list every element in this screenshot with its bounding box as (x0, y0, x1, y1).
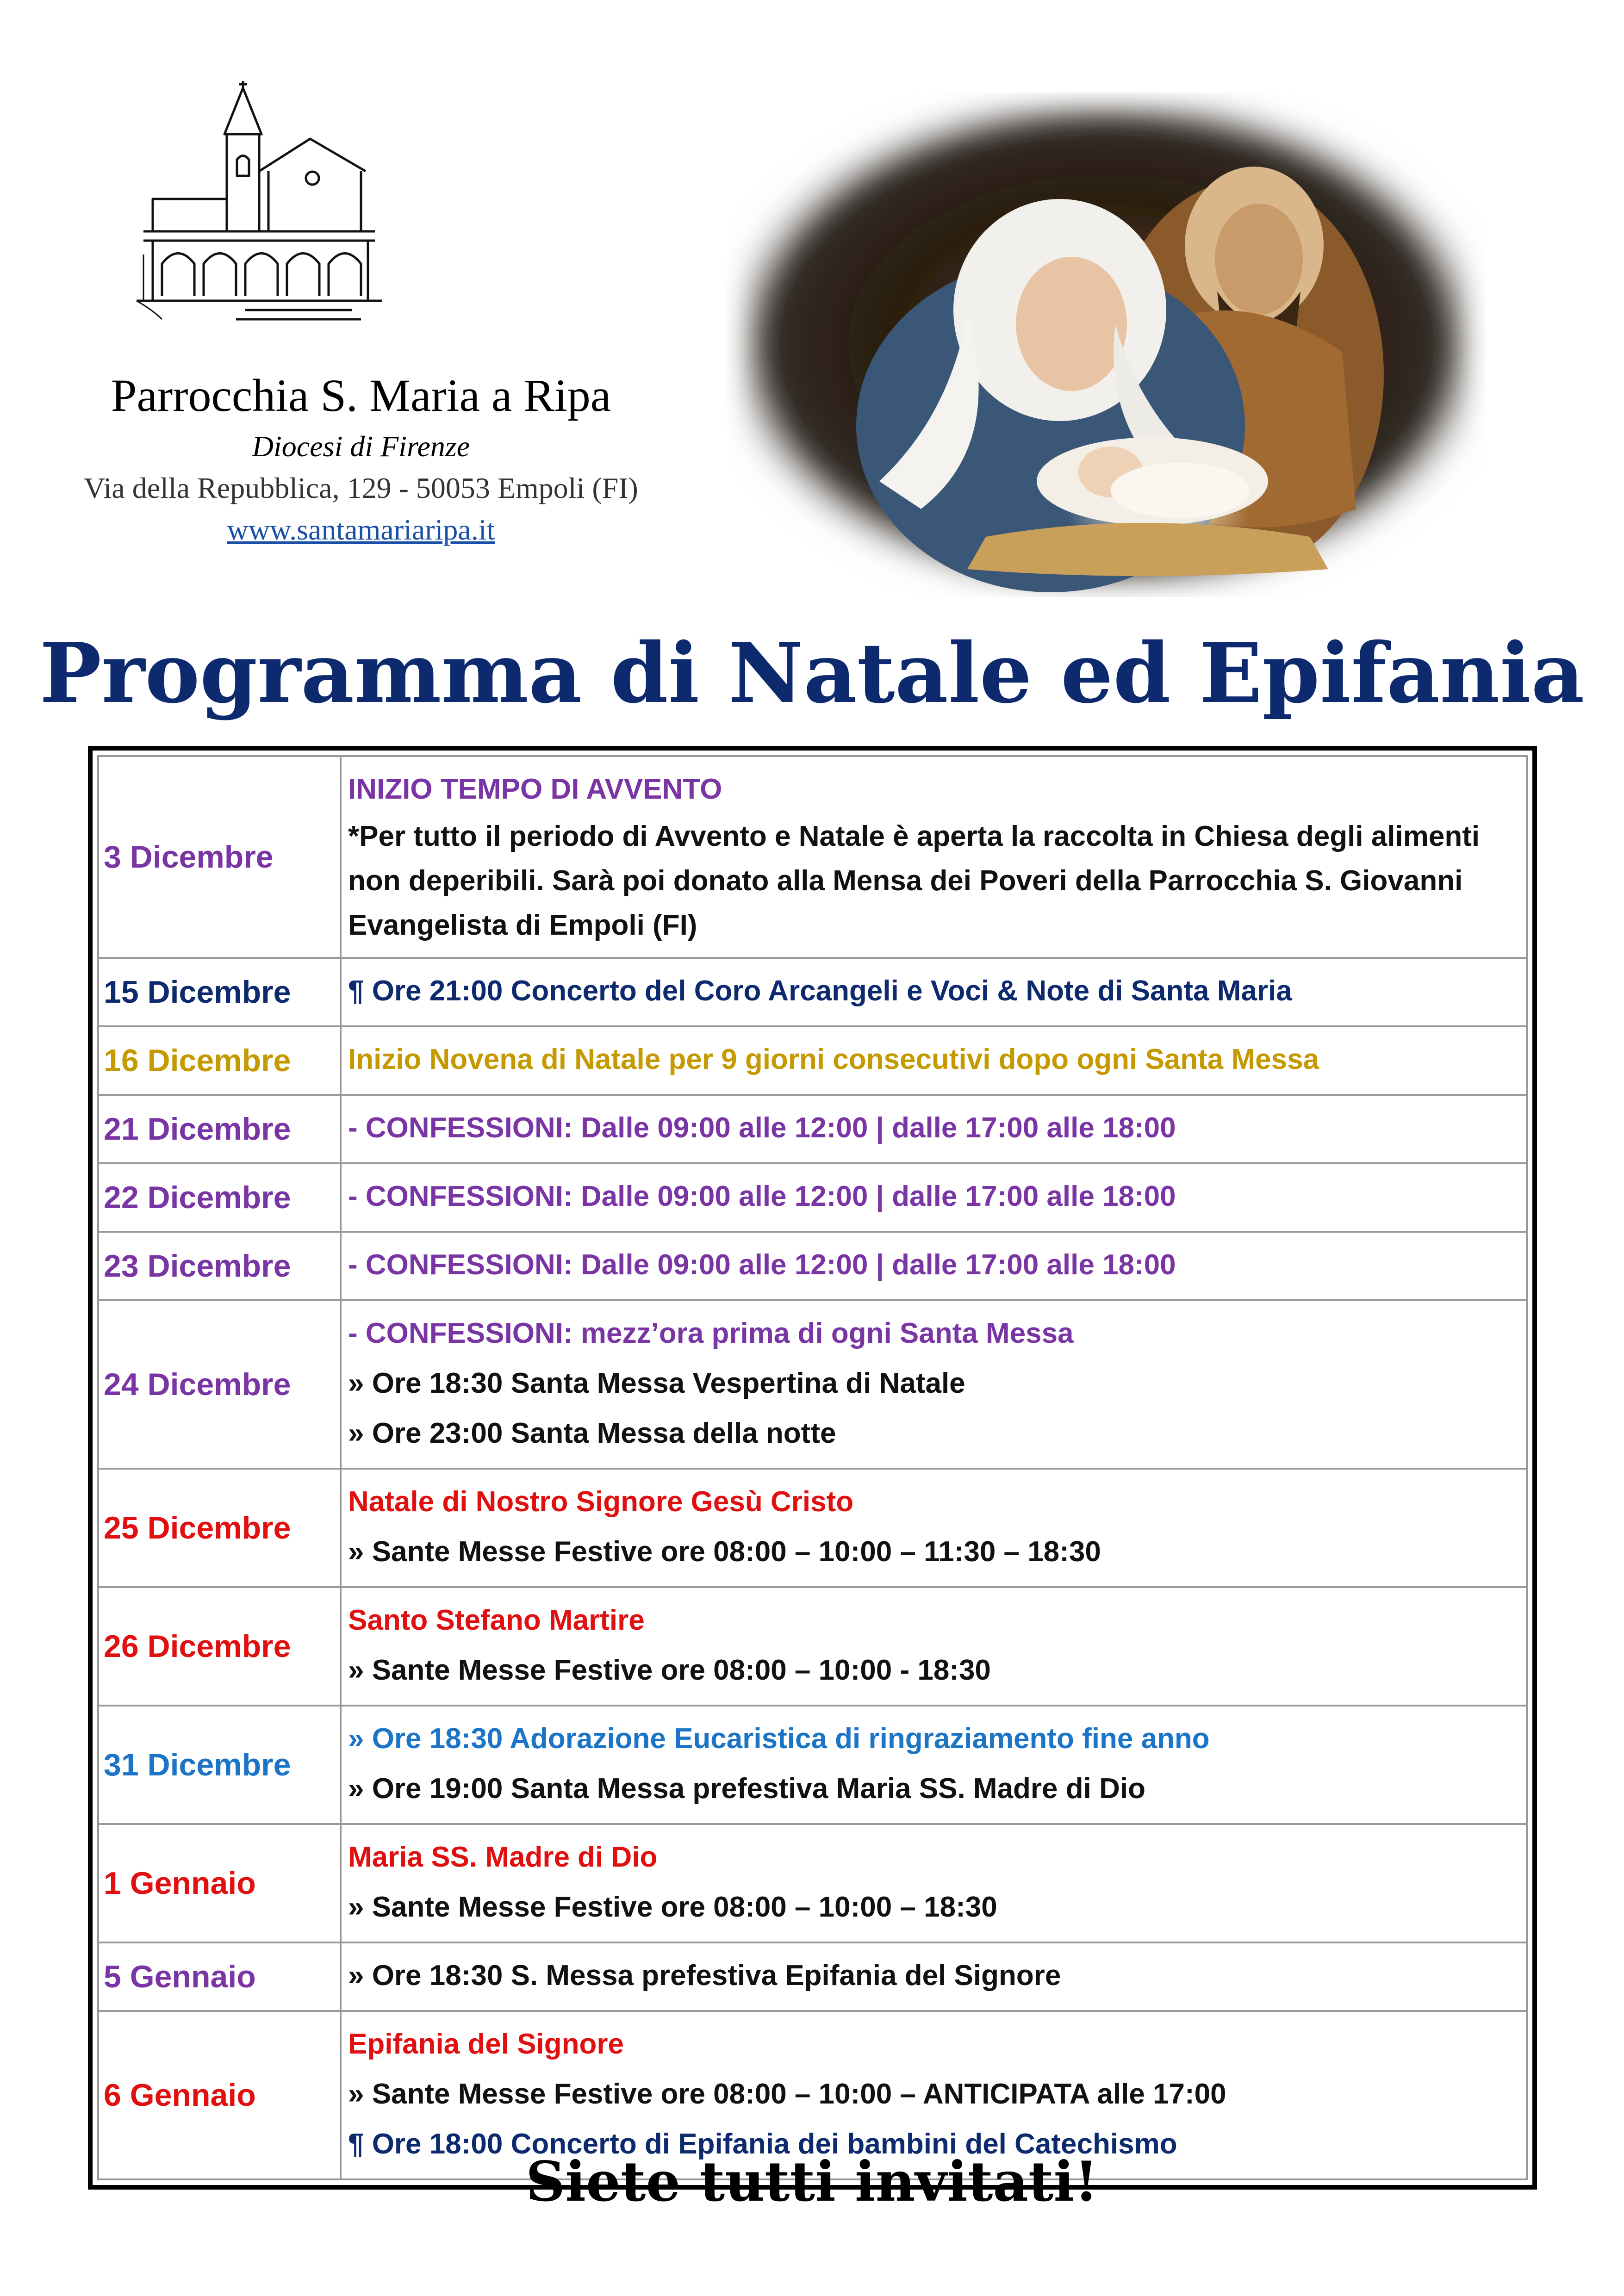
schedule-line: » Ore 18:30 Adorazione Eucaristica di ringraziamento fine anno (348, 1723, 1210, 1755)
schedule-row (98, 1300, 1527, 1469)
schedule-line: INIZIO TEMPO DI AVVENTO (348, 773, 722, 805)
schedule-date: 23 Dicembre (98, 1232, 341, 1300)
schedule-details (341, 1232, 1527, 1300)
schedule-line: *Per tutto il periodo di Avvento e Natale è aperta la raccolta in Chiesa degli alimenti non deperibili. Sarà poi donato alla Mensa dei Poveri della Parrocchia S. Giovanni Evangelista di Empoli (FI) (348, 820, 1480, 941)
schedule-details (341, 1824, 1527, 1942)
schedule-line: Santo Stefano Martire (348, 1604, 645, 1636)
nativity-painting (727, 93, 1486, 597)
website-link[interactable]: www.santamariaripa.it (227, 513, 495, 546)
schedule-details (341, 1587, 1527, 1706)
schedule-date: 5 Gennaio (98, 1942, 341, 2011)
schedule-line: » Ore 18:30 Santa Messa Vespertina di Natale (348, 1367, 965, 1399)
schedule-line: - CONFESSIONI: Dalle 09:00 alle 12:00 | dalle 17:00 alle 18:00 (348, 1180, 1176, 1212)
schedule-date: 15 Dicembre (98, 958, 341, 1026)
schedule-date: 3 Dicembre (98, 756, 341, 958)
schedule-date: 1 Gennaio (98, 1824, 341, 1942)
schedule-date: 22 Dicembre (98, 1163, 341, 1232)
schedule-row (98, 1163, 1527, 1232)
schedule-date: 24 Dicembre (98, 1300, 341, 1469)
parish-info (56, 366, 666, 551)
schedule-date: 25 Dicembre (98, 1469, 341, 1587)
schedule-row (98, 1824, 1527, 1942)
schedule-details (341, 1469, 1527, 1587)
schedule-details (341, 756, 1527, 958)
schedule-line: Maria SS. Madre di Dio (348, 1841, 658, 1873)
schedule-line: ¶ Ore 21:00 Concerto del Coro Arcangeli e Voci & Note di Santa Maria (348, 975, 1292, 1007)
schedule-row (98, 1095, 1527, 1163)
schedule-date: 21 Dicembre (98, 1095, 341, 1163)
schedule-row (98, 1706, 1527, 1824)
schedule-row (98, 756, 1527, 958)
schedule-details (341, 1942, 1527, 2011)
schedule-details (341, 1026, 1527, 1095)
schedule-line: » Sante Messe Festive ore 08:00 – 10:00 – 11:30 – 18:30 (348, 1536, 1101, 1568)
schedule-row (98, 1942, 1527, 2011)
schedule-date: 6 Gennaio (98, 2011, 341, 2179)
parish-name: Parrocchia S. Maria a Ripa (111, 370, 611, 421)
schedule-row (98, 1026, 1527, 1095)
schedule-row (98, 1587, 1527, 1706)
schedule-line: » Sante Messe Festive ore 08:00 – 10:00 - 18:30 (348, 1654, 991, 1686)
schedule-line: » Ore 18:30 S. Messa prefestiva Epifania del Signore (348, 1960, 1061, 1992)
schedule-date: 26 Dicembre (98, 1587, 341, 1706)
schedule-line: - CONFESSIONI: Dalle 09:00 alle 12:00 | dalle 17:00 alle 18:00 (348, 1112, 1176, 1144)
diocese: Diocesi di Firenze (252, 430, 470, 463)
footer-invitation: Siete tutti invitati! (525, 2149, 1099, 2214)
schedule-details (341, 1163, 1527, 1232)
parish-address: Via della Repubblica, 129 - 50053 Empoli (FI) (84, 472, 638, 504)
schedule-line: Natale di Nostro Signore Gesù Cristo (348, 1486, 854, 1518)
schedule-details (341, 1706, 1527, 1824)
schedule-line: » Sante Messe Festive ore 08:00 – 10:00 – ANTICIPATA alle 17:00 (348, 2078, 1226, 2110)
schedule-details (341, 1095, 1527, 1163)
page-title: Programma di Natale ed Epifania (39, 625, 1585, 721)
schedule-body (98, 756, 1527, 2179)
schedule-line: - CONFESSIONI: Dalle 09:00 alle 12:00 | dalle 17:00 alle 18:00 (348, 1249, 1176, 1281)
schedule-row (98, 1232, 1527, 1300)
schedule-line: Inizio Novena di Natale per 9 giorni consecutivi dopo ogni Santa Messa (348, 1043, 1319, 1075)
schedule-row (98, 1469, 1527, 1587)
schedule-line: » Sante Messe Festive ore 08:00 – 10:00 – 18:30 (348, 1891, 997, 1923)
schedule-date: 16 Dicembre (98, 1026, 341, 1095)
schedule-line: Epifania del Signore (348, 2028, 624, 2060)
church-sketch-icon (134, 79, 384, 338)
schedule-line: » Ore 23:00 Santa Messa della notte (348, 1417, 836, 1449)
schedule-line: ¶ Ore 18:00 Concerto di Epifania dei bambini del Catechismo (348, 2128, 1177, 2160)
schedule-table (88, 746, 1537, 2190)
schedule-line: - CONFESSIONI: mezz’ora prima di ogni Santa Messa (348, 1317, 1074, 1349)
schedule-date: 31 Dicembre (98, 1706, 341, 1824)
schedule-line: » Ore 19:00 Santa Messa prefestiva Maria SS. Madre di Dio (348, 1773, 1145, 1805)
schedule-details (341, 1300, 1527, 1469)
schedule-row (98, 958, 1527, 1026)
schedule-details (341, 958, 1527, 1026)
